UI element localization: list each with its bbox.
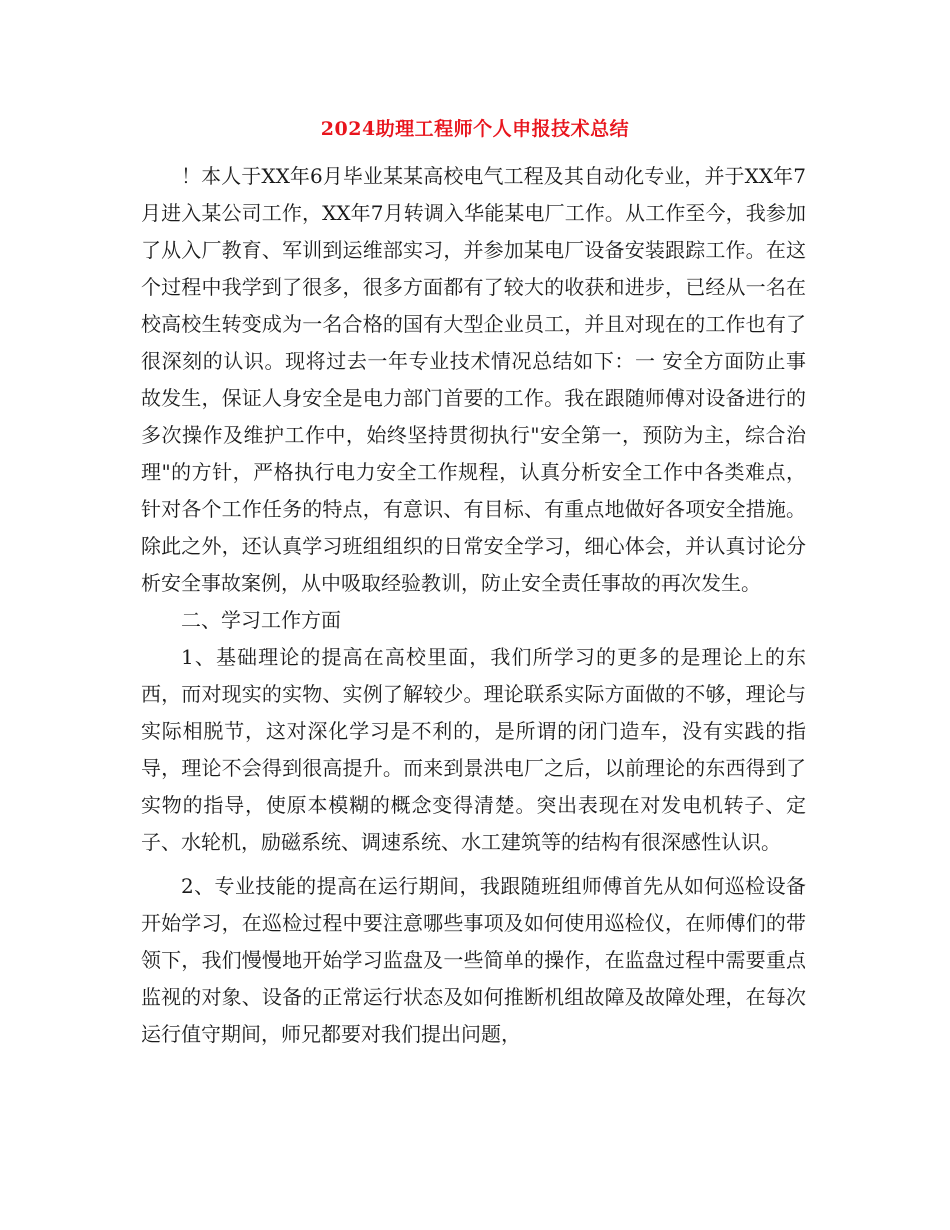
document-title: 2024助理工程师个人申报技术总结	[320, 118, 630, 140]
paragraph-section-heading: 二、学习工作方面	[181, 608, 341, 632]
paragraph-theory: 1、基础理论的提高在高校里面，我们所学习的更多的是理论上的东西，而对现实的实物、实例了解较少。理论联系实际方面做的不够，理论与实际相脱节，这对深化学习是不利的，是所谓的闭门造车，没有实践的指导，理论不会得到很高提升。而来到景洪电厂之后，以前理论的东西得到了实物的指导，使原本模糊的概念变得清楚。突出表现在对发电机转子、定子、水轮机，励磁系统、调速系统、水工建筑等的结构有很深感性认识。	[141, 645, 806, 854]
document-body	[141, 158, 806, 1053]
paragraph-intro-safety: ！本人于XX年6月毕业某某高校电气工程及其自动化专业，并于XX年7月进入某公司工作，XX年7月转调入华能某电厂工作。从工作至今，我参加了从入厂教育、军训到运维部实习，并参加某电厂设备安装跟踪工作。在这个过程中我学到了很多，很多方面都有了较大的收获和进步，已经从一名在校高校生转变成为一名合格的国有大型企业员工，并且对现在的工作也有了很深刻的认识。现将过去一年专业技术情况总结如下：一 安全方面防止事故发生，保证人身安全是电力部门首要的工作。我在跟随师傅对设备进行的多次操作及维护工作中，始终坚持贯彻执行"安全第一，预防为主，综合治理"的方针，严格执行电力安全工作规程，认真分析安全工作中各类难点，针对各个工作任务的特点，有意识、有目标、有重点地做好各项安全措施。除此之外，还认真学习班组组织的日常安全学习，细心体会，并认真讨论分析安全事故案例，从中吸取经验教训，防止安全责任事故的再次发生。	[141, 164, 806, 595]
paragraph-skills: 2、专业技能的提高在运行期间，我跟随班组师傅首先从如何巡检设备开始学习，在巡检过程中要注意哪些事项及如何使用巡检仪，在师傅们的带领下，我们慢慢地开始学习监盘及一些简单的操作，在监盘过程中需要重点监视的对象、设备的正常运行状态及如何推断机组故障及故障处理，在每次运行值守期间，师兄都要对我们提出问题，	[141, 874, 806, 1046]
